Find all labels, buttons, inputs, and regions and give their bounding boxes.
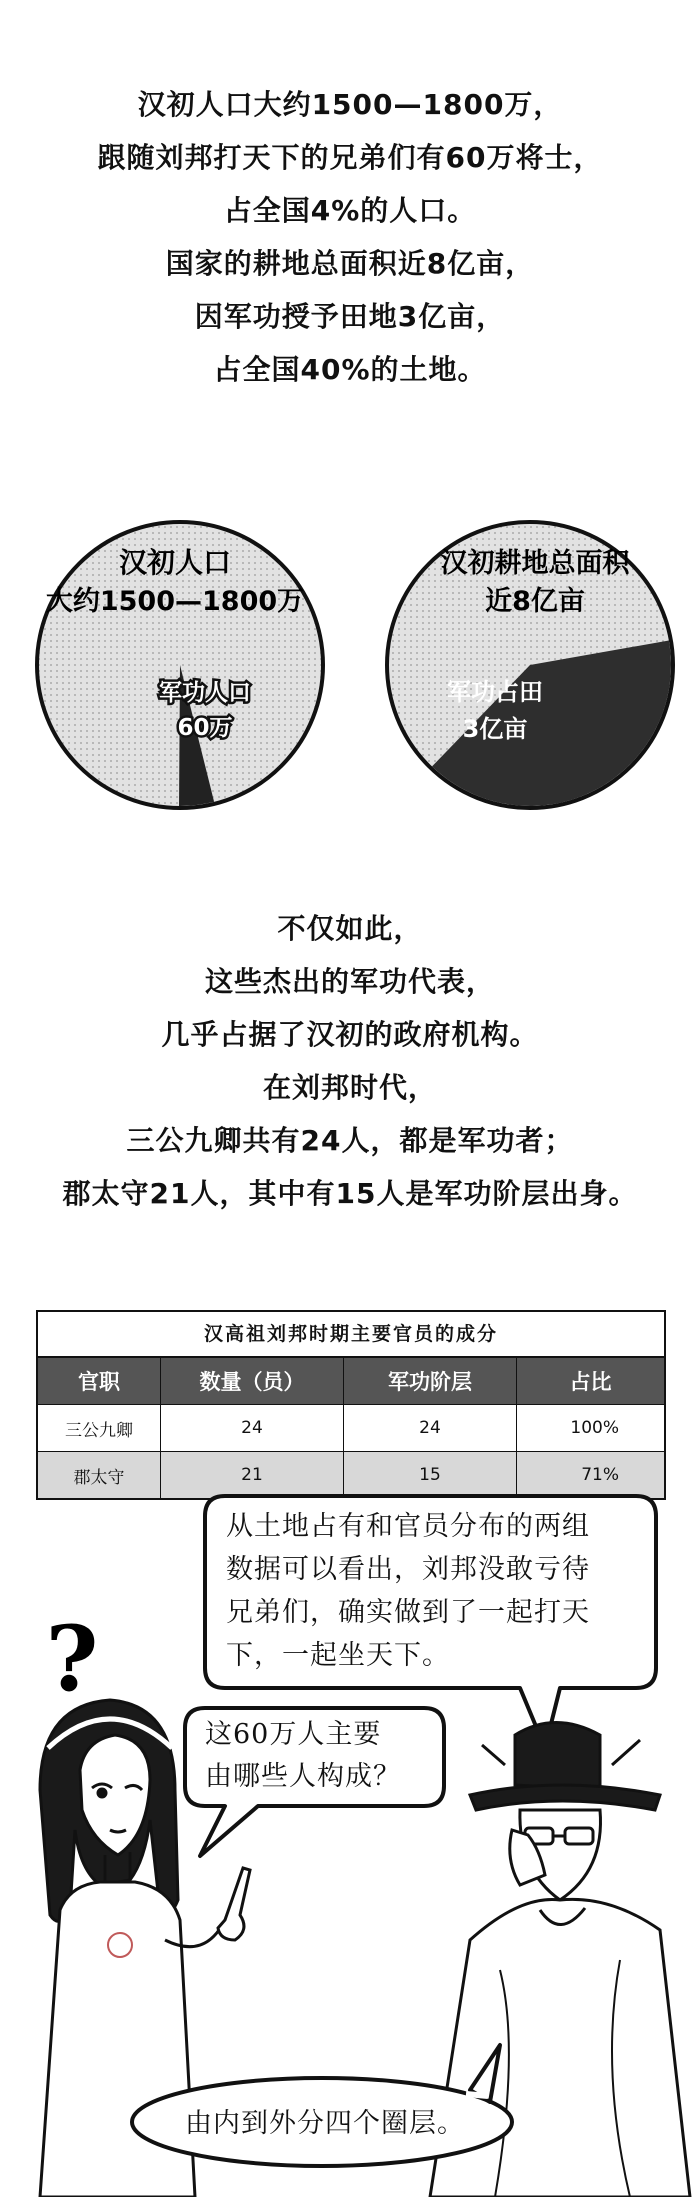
table-header-row (37, 1357, 665, 1405)
cell-military: 24 (344, 1405, 517, 1452)
cell-count: 24 (161, 1405, 344, 1452)
cell-position: 郡太守 (37, 1452, 161, 1500)
intro-line: 国家的耕地总面积近8亿亩， (165, 247, 535, 280)
farmland-pie (387, 522, 673, 808)
population-pie-title: 汉初人口 (118, 546, 232, 579)
intro-line: 汉初人口大约1500—1800万， (137, 88, 563, 121)
official-speech-line: 数据可以看出，刘邦没敢亏待 (226, 1554, 590, 1585)
cell-position: 三公九卿 (37, 1405, 161, 1452)
cell-count: 21 (161, 1452, 344, 1500)
comic-scene (0, 1490, 700, 2197)
intro-line: 因军功授予田地3亿亩， (194, 300, 506, 333)
cell-ratio: 71% (517, 1452, 666, 1500)
military-farmland-value: 3亿亩 (462, 715, 528, 743)
government-line: 不仅如此， (277, 912, 423, 945)
header-count: 数量（员） (161, 1357, 344, 1405)
intro-paragraph (0, 78, 700, 396)
official-speech-text (226, 1505, 646, 1677)
question-mark-icon: ? (45, 1606, 99, 1712)
question-speech-line: 由哪些人构成？ (205, 1761, 401, 1792)
population-pie-value: 大约1500—1800万 (45, 586, 305, 617)
official-speech-line: 从土地占有和官员分布的两组 (226, 1511, 590, 1542)
farmland-pie-title: 汉初耕地总面积 (440, 548, 630, 579)
official-speech-line: 下，一起坐天下。 (226, 1640, 450, 1671)
question-speech-line: 这60万人主要 (205, 1719, 382, 1750)
intro-line: 跟随刘邦打天下的兄弟们有60万将士， (97, 141, 603, 174)
government-line: 在刘邦时代， (262, 1071, 437, 1104)
military-farmland-label: 军功占田 (447, 678, 543, 706)
officials-table-wrap (36, 1310, 666, 1500)
question-speech-text (205, 1714, 445, 1798)
officials-table-title: 汉高祖刘邦时期主要官员的成分 (36, 1310, 666, 1356)
cell-military: 15 (344, 1452, 517, 1500)
answer-speech-text: 由内到外分四个圈层。 (185, 2108, 465, 2139)
farmland-pie-value: 近8亿亩 (485, 586, 585, 617)
population-pie (37, 522, 323, 808)
header-ratio: 占比 (517, 1357, 666, 1405)
military-population-value: 60万 (177, 715, 233, 741)
government-paragraph (0, 902, 700, 1220)
table-row (37, 1405, 665, 1452)
government-line: 郡太守21人，其中有15人是军功阶层出身。 (62, 1177, 638, 1210)
government-line: 这些杰出的军功代表， (204, 965, 495, 998)
military-population-label: 军功人口 (159, 680, 251, 706)
intro-line: 占全国40%的土地。 (213, 353, 487, 386)
cell-ratio: 100% (517, 1405, 666, 1452)
official-speech-line: 兄弟们，确实做到了一起打天 (226, 1597, 590, 1628)
officials-table (36, 1310, 666, 1500)
intro-line: 占全国4%的人口。 (223, 194, 477, 227)
government-line: 三公九卿共有24人，都是军功者； (126, 1124, 574, 1157)
pie-illustrations (0, 500, 700, 830)
header-military: 军功阶层 (344, 1357, 517, 1405)
header-position: 官职 (37, 1357, 161, 1405)
government-line: 几乎占据了汉初的政府机构。 (161, 1018, 539, 1051)
